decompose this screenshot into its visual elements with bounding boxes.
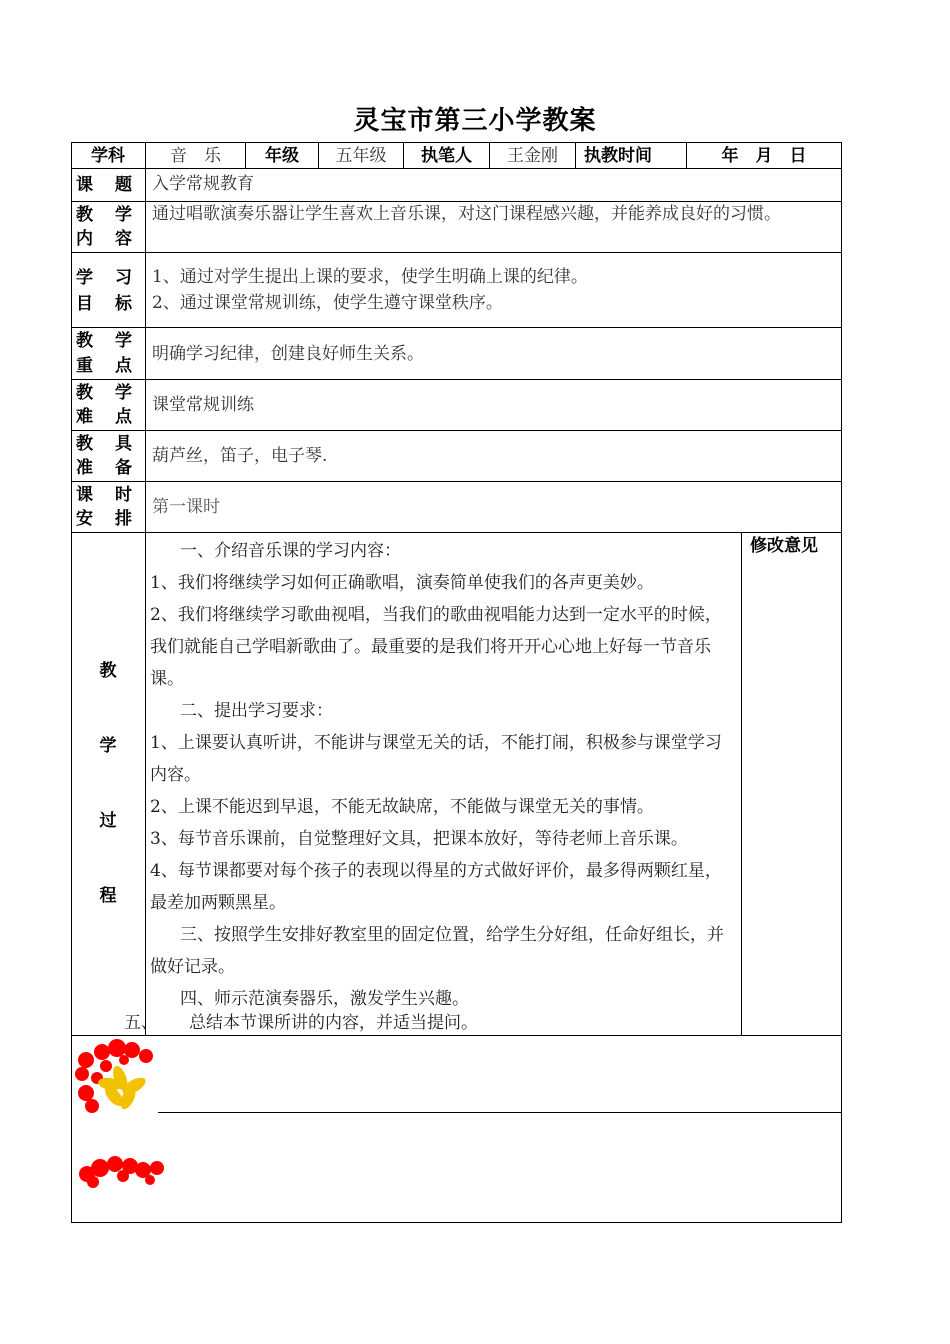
time-label: 执教时间 xyxy=(584,146,652,166)
content-value: 通过唱歌演奏乐器让学生喜欢上音乐课，对这门课程感兴趣，并能养成良好的习惯。 xyxy=(152,204,781,224)
subject-label: 学科 xyxy=(91,146,125,166)
process-paragraph: 4、每节课都要对每个孩子的表现以得星的方式做好评价，最多得两颗红星，最差加两颗黑星。 xyxy=(150,861,722,913)
topic-value: 入学常规教育 xyxy=(152,174,254,194)
process-paragraph: 二、提出学习要求： xyxy=(180,701,333,721)
goals-label-1: 学 习 xyxy=(76,268,140,288)
goals-label-2: 目 标 xyxy=(76,294,140,314)
difficulty-label-1: 教 学 xyxy=(76,383,140,403)
process-paragraph: 3、每节音乐课前，自觉整理好文具，把课本放好，等待老师上音乐课。 xyxy=(150,829,688,849)
process-paragraph: 一、介绍音乐课的学习内容： xyxy=(180,541,401,561)
page-title: 灵宝市第三小学教案 xyxy=(353,106,597,136)
flower-decoration-bottom xyxy=(75,1150,170,1190)
tools-label-1: 教 具 xyxy=(76,434,140,454)
key-label-2: 重 点 xyxy=(76,356,140,376)
flower-decoration-top xyxy=(72,1038,167,1118)
process-paragraph: 四、师示范演奏器乐，激发学生兴趣。 xyxy=(180,989,469,1009)
process-final-number: 五、 xyxy=(124,1013,158,1033)
process-paragraph: 1、上课要认真听讲，不能讲与课堂无关的话，不能打闹，积极参与课堂学习内容。 xyxy=(150,733,722,785)
process-paragraph: 2、上课不能迟到早退，不能无故缺席，不能做与课堂无关的事情。 xyxy=(150,797,654,817)
schedule-label-1: 课 时 xyxy=(76,485,140,505)
schedule-value: 第一课时 xyxy=(152,497,220,517)
difficulty-label-2: 难 点 xyxy=(76,407,140,427)
time-value: 年 月 日 xyxy=(721,146,807,166)
author-value: 王金刚 xyxy=(507,146,558,166)
goals-value-2: 2、通过课堂常规训练，使学生遵守课堂秩序。 xyxy=(152,293,503,313)
process-label-char-2: 学 xyxy=(99,736,117,756)
key-label-1: 教 学 xyxy=(76,331,140,351)
content-label-2: 内 容 xyxy=(76,229,140,249)
schedule-label-2: 安 排 xyxy=(76,509,140,529)
author-label: 执笔人 xyxy=(421,146,472,166)
process-final-text: 总结本节课所讲的内容，并适当提问。 xyxy=(189,1013,478,1033)
grade-label: 年级 xyxy=(265,146,299,166)
goals-value-1: 1、通过对学生提出上课的要求，使学生明确上课的纪律。 xyxy=(152,267,588,287)
revise-label: 修改意见 xyxy=(750,536,818,556)
process-label-char-4: 程 xyxy=(99,886,117,906)
grade-value: 五年级 xyxy=(335,146,387,166)
process-label-char-3: 过 xyxy=(99,811,117,831)
process-paragraph: 2、我们将继续学习歌曲视唱，当我们的歌曲视唱能力达到一定水平的时候，我们就能自己学唱新歌曲了。最重要的是我们将开开心心地上好每一节音乐课。 xyxy=(150,605,722,689)
key-value: 明确学习纪律，创建良好师生关系。 xyxy=(152,344,424,364)
subject-value: 音 乐 xyxy=(170,146,221,166)
difficulty-value: 课堂常规训练 xyxy=(152,395,254,415)
process-paragraph: 三、按照学生安排好教室里的固定位置，给学生分好组，任命好组长，并做好记录。 xyxy=(150,925,724,977)
tools-value: 葫芦丝，笛子，电子琴. xyxy=(152,446,328,466)
process-paragraph: 1、我们将继续学习如何正确歌唱，演奏简单使我们的各声更美妙。 xyxy=(150,573,654,593)
tools-label-2: 准 备 xyxy=(76,458,140,478)
content-label-1: 教 学 xyxy=(76,205,140,225)
process-label-char-1: 教 xyxy=(99,661,117,681)
topic-label: 课 题 xyxy=(76,175,140,195)
process-text xyxy=(150,535,736,1015)
